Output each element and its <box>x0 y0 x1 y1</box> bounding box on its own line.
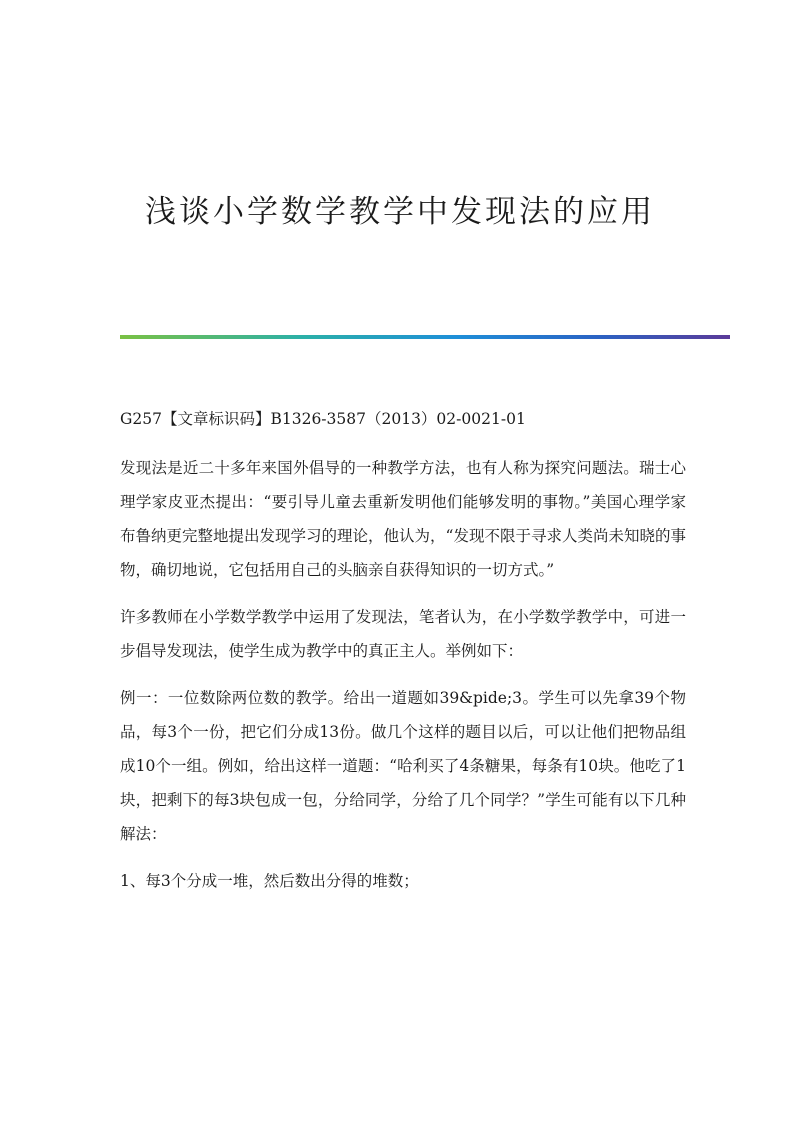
document-body <box>120 402 686 911</box>
paragraph-example-one: 例一：一位数除两位数的教学。给出一道题如39&pide;3。学生可以先拿39个物品，每3个一份，把它们分成13份。做几个这样的题目以后，可以让他们把物品组成10个一组。例如，给出这样一道题：“哈利买了4条糖果，每条有10块。他吃了1块，把剩下的每3块包成一包，分给同学，分给了几个同学？”学生可能有以下几种解法： <box>120 689 686 843</box>
article-identifier: G257【文章标识码】B1326-3587（2013）02-0021-01 <box>120 410 526 428</box>
paragraph-method-one: 1、每3个分成一堆，然后数出分得的堆数； <box>120 872 419 890</box>
document-title: 浅谈小学数学教学中发现法的应用 <box>145 194 655 230</box>
title-divider <box>120 335 730 339</box>
paragraph-intro: 发现法是近二十多年来国外倡导的一种教学方法，也有人称为探究问题法。瑞士心理学家皮亚杰提出：“要引导儿童去重新发明他们能够发明的事物。”美国心理学家布鲁纳更完整地提出发现学习的理论，他认为，“发现不限于寻求人类尚未知晓的事物，确切地说，它包括用自己的头脑亲自获得知识的一切方式。” <box>120 459 686 579</box>
paragraph-advocacy: 许多教师在小学数学教学中运用了发现法，笔者认为，在小学数学教学中，可进一步倡导发现法，使学生成为教学中的真正主人。举例如下： <box>120 608 686 660</box>
